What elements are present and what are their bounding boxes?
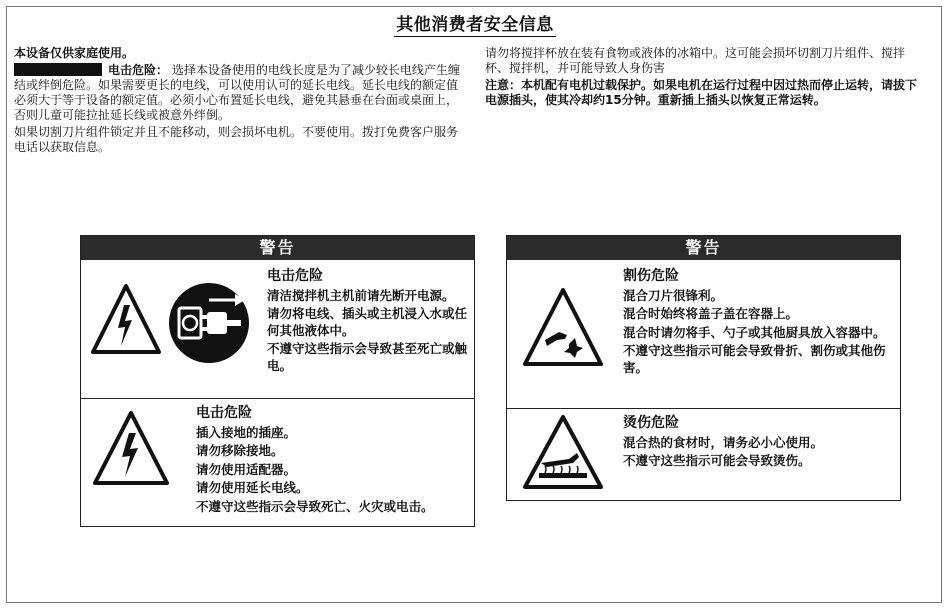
cut-section [507,260,900,408]
hot-surface-triangle-icon [507,409,617,501]
lightning-triangle-icon [93,286,159,352]
right-text-column [485,46,925,110]
overload-note: 注意：本机配有电机过载保护。如果电机在运行过程中因过热而停止运转，请拔下电源插头，使其冷却约15分钟。重新插上插头以恢复正常运转。 [485,78,918,107]
warning-line: 不遵守这些指示会导致甚至死亡或触电。 [267,341,468,373]
warning-line: 请勿使用适配器。 [196,461,297,477]
shock-section-2 [81,398,474,526]
left-text-column [14,46,462,157]
page-title: 其他消费者安全信息 [396,15,554,35]
warning-line: 混合时始终将盖子盖在容器上。 [623,306,799,321]
warning-box-left [80,235,475,527]
shock-text: 选择本设备使用的电线长度是为了减少较长电线产生缠结或绊倒危险。如果需要更长的电线，可以使用认可的延长电线。延长电线的额定值必须大于等于设备的额定值。必须小心布置延长电线，避免其悬垂在台面或桌面上，否则儿童可能拉扯延长线或被意外绊倒。 [14,63,460,122]
shock-unplug-icons [81,260,261,398]
warning-line: 不遵守这些指示可能会导致骨折、割伤或其他伤害。 [623,343,886,375]
shock-section-1 [81,260,474,398]
section-title: 电击危险 [196,405,252,421]
warning-line: 请勿将电线、插头或主机浸入水或任何其他液体中。 [267,306,468,338]
warning-line: 不遵守这些指示可能会导致烫伤。 [623,453,811,468]
warning-line: 插入接地的插座。 [196,424,297,440]
blade-paragraph: 如果切割刀片组件锁定并且不能移动，则会损坏电机。不要使用。拨打免费客户服务电话以获取信息。 [14,125,459,154]
burn-section [507,408,900,500]
warning-header: 警告 [507,236,900,260]
shock-section-2-text [196,405,471,517]
warning-line: 混合刀片很锋利。 [623,287,724,303]
section-title: 烫伤危险 [623,415,679,431]
warning-line: 请勿使用延长电线。 [196,480,309,495]
cut-section-text [623,268,895,378]
warning-line: 混合时请勿将手、勺子或其他厨具放入容器中。 [623,324,886,340]
section-title: 割伤危险 [623,268,679,284]
warning-box-right [506,235,901,501]
warning-header: 警告 [81,236,474,260]
warning-line: 清洁搅拌机主机前请先断开电源。 [267,287,455,303]
shock-paragraph [14,63,462,123]
unplug-icon [169,283,249,363]
shock-label: 电击危险： [108,63,169,77]
redaction-block [14,63,102,76]
warning-line: 请勿移除接地。 [196,443,284,458]
home-use-heading: 本设备仅供家庭使用。 [14,46,135,60]
shock-section-1-text [267,268,467,376]
blade-triangle-icon [507,260,617,408]
warning-line: 不遵守这些指示会导致死亡、火灾或电击。 [196,498,434,514]
lightning-triangle-icon [81,399,191,527]
burn-section-text [623,415,895,472]
section-title: 电击危险 [267,268,323,284]
freezer-paragraph: 请勿将搅拌杯放在装有食物或液体的冰箱中。这可能会损坏切割刀片组件、搅拌杯、搅拌机，并可能导致人身伤害 [485,46,906,75]
warning-line: 混合热的食材时，请务必小心使用。 [623,434,824,450]
